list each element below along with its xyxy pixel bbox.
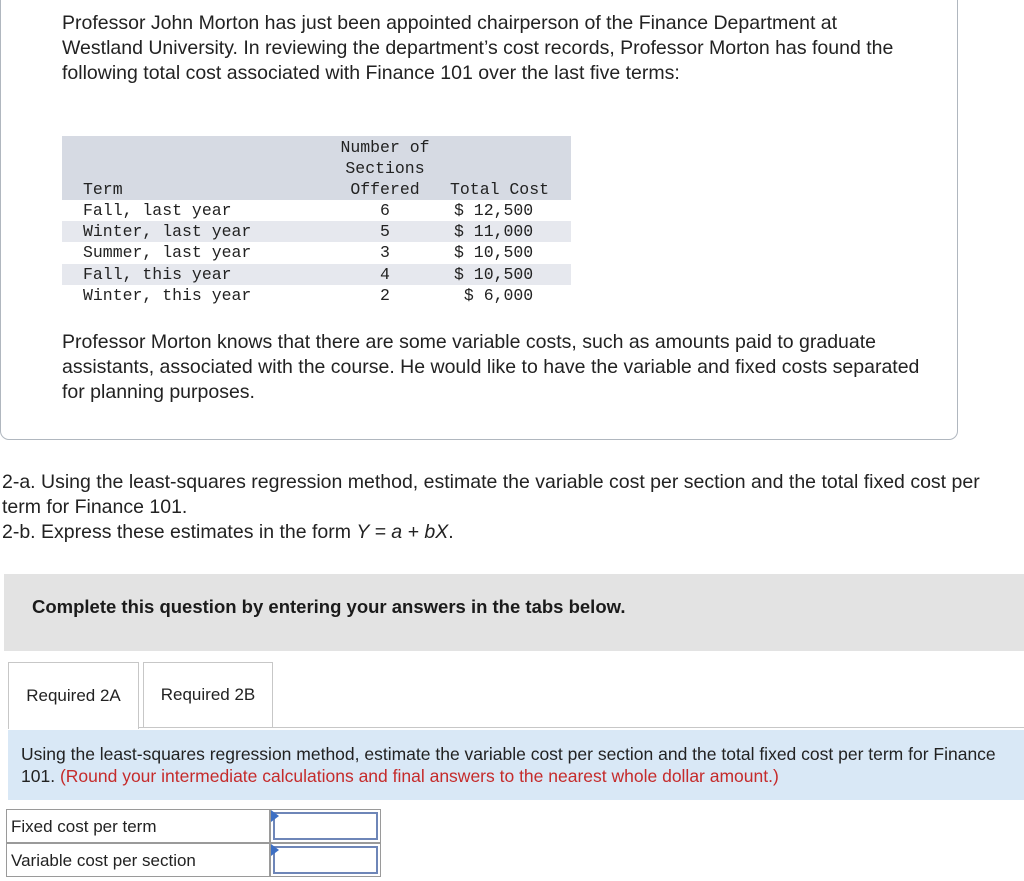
header-sections-line2: Sections <box>345 159 425 178</box>
rounding-note: (Round your intermediate calculations and final answers to the nearest whole dollar amount.) <box>59 766 779 786</box>
cost-table-header <box>62 136 571 200</box>
row-sections: 4 <box>380 264 390 284</box>
answer-row-fixed-cost <box>6 809 381 843</box>
fixed-cost-input[interactable] <box>273 812 378 840</box>
input-flag-icon <box>271 844 279 856</box>
variable-cost-cell <box>270 843 381 877</box>
row-cost: $ 10,500 <box>454 243 534 263</box>
row-term: Summer, last year <box>83 243 252 263</box>
header-sections-line1: Number of <box>340 138 430 157</box>
answer-row-variable-cost <box>6 843 381 877</box>
tab-required-2a[interactable]: Required 2A <box>8 662 139 729</box>
tab-instruction <box>8 730 1024 800</box>
fixed-cost-cell <box>270 809 381 843</box>
banner-text: Complete this question by entering your answers in the tabs below. <box>32 596 626 617</box>
problem-intro: Professor John Morton has just been appointed chairperson of the Finance Department at Westland University. In reviewing the department’s cost records, Professor Morton has found the following total cost associated with Finance 101 over the last five terms: <box>62 12 894 84</box>
instruction-text <box>21 743 1024 787</box>
problem-paragraph-2: Professor Morton knows that there are some variable costs, such as amounts paid to graduate assistants, associated with the course. He would like to have the variable and fixed costs separated for planning purposes. <box>62 331 920 403</box>
header-sections-line3: Offered <box>350 180 420 199</box>
instructions-banner <box>4 574 1024 651</box>
header-term: Term <box>83 180 123 199</box>
variable-cost-input[interactable] <box>273 846 378 874</box>
row-term: Fall, this year <box>83 264 232 284</box>
header-total-cost: Total Cost <box>450 180 550 199</box>
row-cost: $ 6,000 <box>454 285 534 305</box>
variable-cost-label: Variable cost per section <box>6 843 270 877</box>
row-cost: $ 10,500 <box>454 264 534 284</box>
header-sections <box>332 137 438 200</box>
table-row <box>62 264 571 285</box>
row-sections: 2 <box>380 285 390 305</box>
row-cost: $ 12,500 <box>454 201 534 220</box>
regression-formula: Y = a + bX <box>356 521 449 543</box>
table-row <box>62 242 571 263</box>
instruction-main-line2: 101. <box>21 766 56 786</box>
row-term: Winter, last year <box>83 222 252 242</box>
row-sections: 6 <box>380 201 390 220</box>
row-sections: 3 <box>380 243 390 263</box>
row-cost: $ 11,000 <box>454 222 534 242</box>
table-row <box>62 285 571 306</box>
answer-table <box>6 809 381 877</box>
input-flag-icon <box>271 810 279 822</box>
cost-table <box>62 136 571 306</box>
fixed-cost-label: Fixed cost per term <box>6 809 270 843</box>
question-2b-prefix: 2-b. Express these estimates in the form <box>2 521 357 543</box>
table-row <box>62 221 571 242</box>
question-2a: 2-a. Using the least-squares regression method, estimate the variable cost per section and the total fixed cost per term for Finance 101. <box>2 471 980 518</box>
row-sections: 5 <box>380 222 390 242</box>
question-2b-suffix: . <box>448 521 454 543</box>
instruction-main: Using the least-squares regression method, estimate the variable cost per section and the total fixed cost per term for Finance <box>21 744 996 764</box>
tab-required-2b[interactable]: Required 2B <box>143 662 273 728</box>
row-term: Winter, this year <box>83 285 252 305</box>
row-term: Fall, last year <box>83 201 232 220</box>
table-row <box>62 200 571 221</box>
question-2b <box>2 520 1017 545</box>
